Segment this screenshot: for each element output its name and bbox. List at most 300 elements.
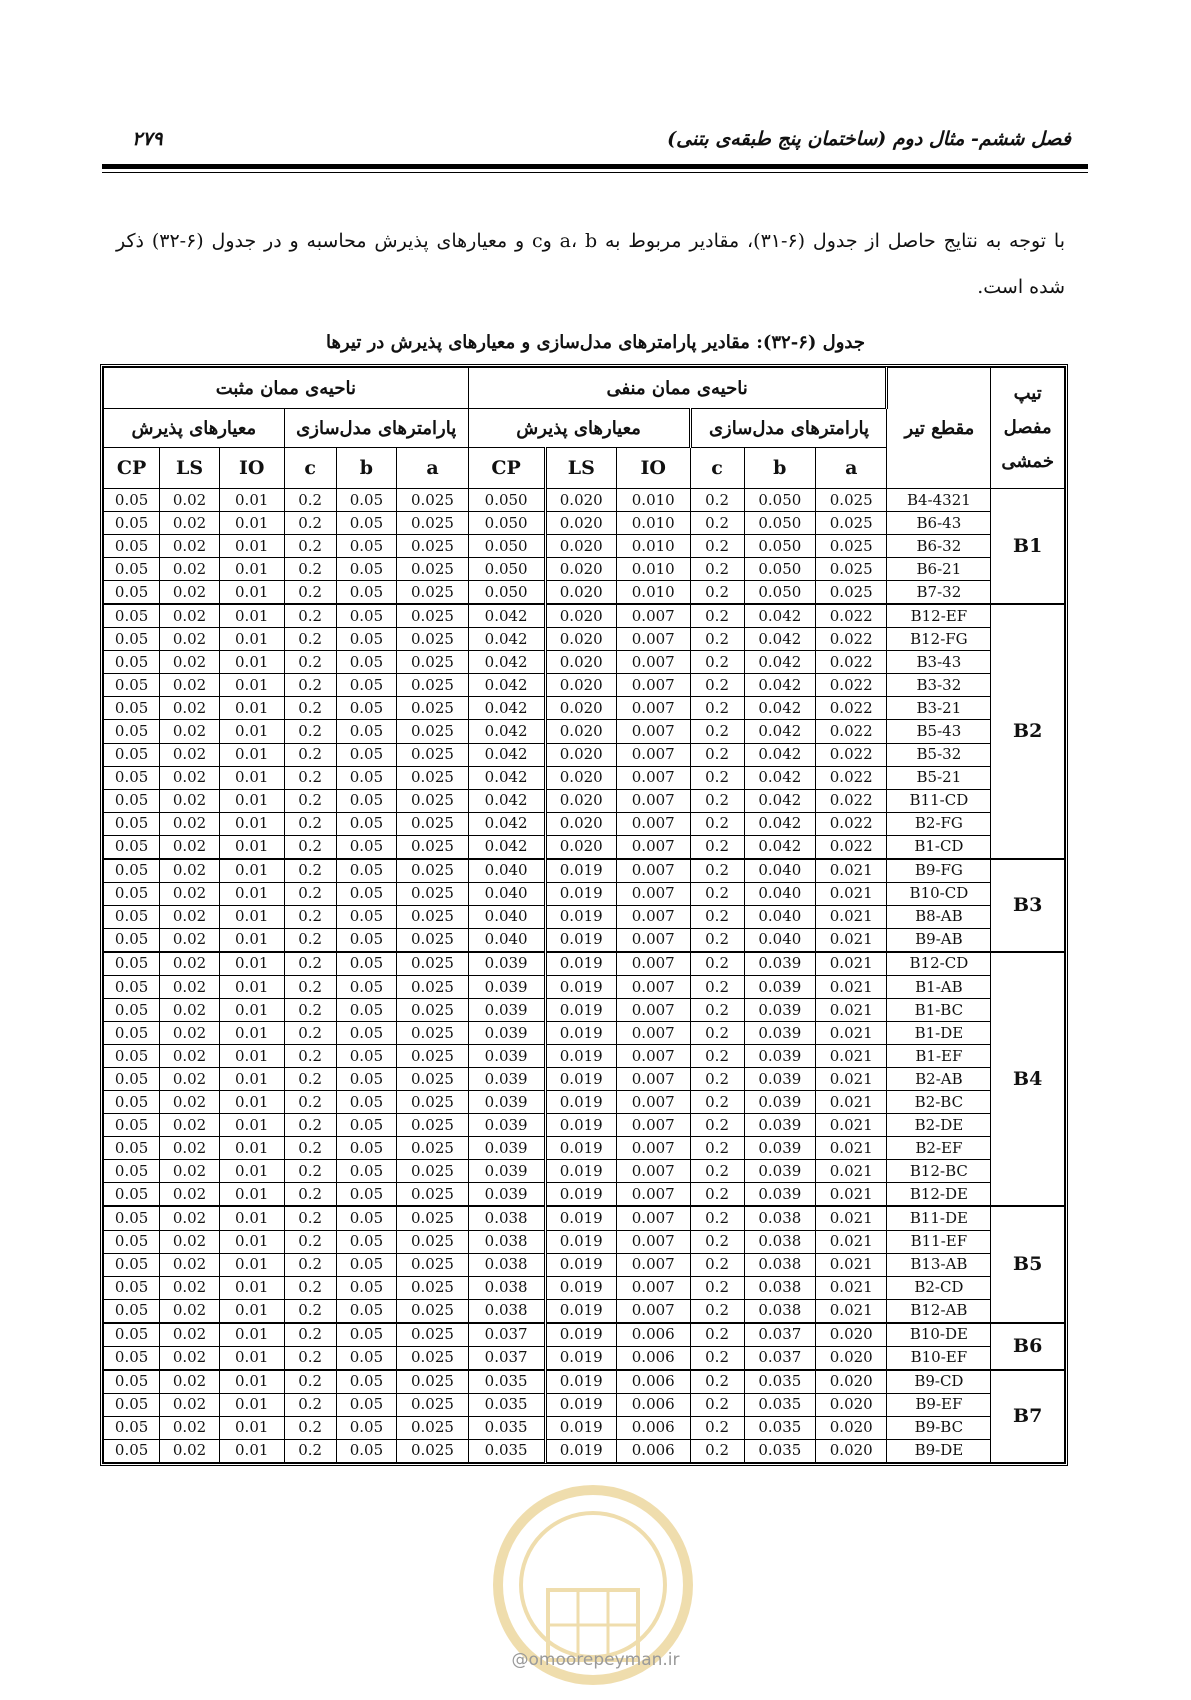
pos-cell: 0.025 [397,952,469,976]
section-cell: B2-CD [887,1276,991,1299]
neg-cell: 0.040 [468,859,545,883]
pos-cell: 0.02 [160,1393,220,1416]
pos-cell: 0.2 [284,812,336,835]
neg-cell: 0.039 [744,975,815,998]
pos-cell: 0.01 [219,1091,284,1114]
table-row [104,1045,1065,1068]
neg-cell: 0.039 [744,1068,815,1091]
table-row [104,535,1065,558]
pos-cell: 0.05 [104,720,160,743]
pos-cell: 0.02 [160,812,220,835]
neg-cell: 0.2 [690,812,744,835]
pos-cell: 0.01 [219,558,284,581]
neg-cell: 0.006 [616,1323,690,1347]
pos-cell: 0.01 [219,1137,284,1160]
body-paragraph: با توجه به نتایج حاصل از جدول (۶-۳۱)، مقادیر مربوط به a، b وc و معیارهای پذیرش محاسبه و در جدول (۶-۳۲) ذکر شده است. [116,230,1065,298]
positive-modeling-header: پارامترهای مدل‌سازی [284,409,468,448]
pos-cell: 0.02 [160,1346,220,1370]
neg-cell: 0.037 [744,1346,815,1370]
table-row [104,928,1065,952]
pos-cell: 0.02 [160,628,220,651]
pos-cell: 0.025 [397,905,469,928]
pos-cell: 0.05 [104,1346,160,1370]
neg-cell: 0.007 [616,905,690,928]
pos-cell: 0.02 [160,1276,220,1299]
pos-cell: 0.05 [104,1022,160,1045]
neg-cell: 0.020 [545,512,616,535]
neg-cell: 0.007 [616,789,690,812]
pos-cell: 0.05 [336,1276,397,1299]
header-rule [102,164,1088,169]
pos-cell: 0.01 [219,1253,284,1276]
neg-cell: 0.007 [616,812,690,835]
pos-cell: 0.01 [219,604,284,628]
pos-cell: 0.05 [336,1206,397,1230]
neg-cell: 0.025 [816,581,887,605]
neg-cell: 0.020 [545,720,616,743]
hinge-type-cell: B3 [991,859,1065,952]
neg-cell: 0.039 [744,1022,815,1045]
pos-cell: 0.2 [284,628,336,651]
pos-cell: 0.2 [284,1323,336,1347]
pos-cell: 0.05 [104,489,160,512]
neg-cell: 0.019 [545,1114,616,1137]
neg-cell: 0.037 [468,1346,545,1370]
neg-cell: 0.039 [744,1114,815,1137]
pos-cell: 0.2 [284,558,336,581]
pos-cell: 0.05 [104,905,160,928]
neg-cell: 0.2 [690,999,744,1022]
pos-cell: 0.05 [104,1160,160,1183]
neg-cell: 0.042 [468,812,545,835]
pos-cell: 0.025 [397,1068,469,1091]
pos-cell: 0.05 [336,697,397,720]
neg-cell: 0.021 [816,1022,887,1045]
neg-cell: 0.050 [744,558,815,581]
neg-cell: 0.035 [744,1393,815,1416]
pos-cell: 0.2 [284,1299,336,1323]
pos-cell: 0.025 [397,859,469,883]
neg-cell: 0.2 [690,882,744,905]
neg-cell: 0.039 [744,1137,815,1160]
pos-cell: 0.2 [284,1137,336,1160]
neg-cell: 0.2 [690,928,744,952]
pos-cell: 0.05 [336,1439,397,1462]
section-cell: B6-21 [887,558,991,581]
section-cell: B12-DE [887,1183,991,1207]
neg-cell: 0.019 [545,1068,616,1091]
section-cell: B9-FG [887,859,991,883]
pos-cell: 0.05 [336,535,397,558]
neg-cell: 0.019 [545,1230,616,1253]
neg-cell: 0.007 [616,1045,690,1068]
neg-cell: 0.022 [816,743,887,766]
neg-cell: 0.050 [468,558,545,581]
neg-cell: 0.021 [816,905,887,928]
pos-cell: 0.05 [104,1045,160,1068]
table-row [104,1346,1065,1370]
section-header: مقطع تیر [887,368,991,489]
pos-cell: 0.01 [219,789,284,812]
neg-cell: 0.007 [616,1091,690,1114]
neg-cell: 0.019 [545,1137,616,1160]
pos-cell: 0.02 [160,489,220,512]
neg-cell: 0.042 [744,812,815,835]
pos-cell: 0.02 [160,1206,220,1230]
col-io-pos: IO [219,448,284,489]
neg-cell: 0.2 [690,535,744,558]
col-io-neg: IO [616,448,690,489]
pos-cell: 0.02 [160,1068,220,1091]
pos-cell: 0.02 [160,928,220,952]
pos-cell: 0.02 [160,1370,220,1394]
pos-cell: 0.025 [397,628,469,651]
neg-cell: 0.007 [616,1299,690,1323]
pos-cell: 0.2 [284,1045,336,1068]
neg-cell: 0.2 [690,743,744,766]
pos-cell: 0.2 [284,651,336,674]
table-row [104,789,1065,812]
section-cell: B9-DE [887,1439,991,1462]
table-row [104,882,1065,905]
neg-cell: 0.022 [816,628,887,651]
neg-cell: 0.042 [468,720,545,743]
pos-cell: 0.02 [160,581,220,605]
pos-cell: 0.05 [104,1370,160,1394]
neg-cell: 0.042 [468,697,545,720]
negative-modeling-header: پارامترهای مدل‌سازی [690,409,887,448]
pos-cell: 0.2 [284,1091,336,1114]
section-cell: B10-EF [887,1346,991,1370]
section-cell: B9-AB [887,928,991,952]
pos-cell: 0.01 [219,999,284,1022]
type-header: تیپ مفصل خمشی [991,368,1065,489]
neg-cell: 0.2 [690,1230,744,1253]
pos-cell: 0.2 [284,1393,336,1416]
col-ls-neg: LS [545,448,616,489]
pos-cell: 0.025 [397,789,469,812]
neg-cell: 0.039 [468,1183,545,1207]
pos-cell: 0.025 [397,674,469,697]
section-cell: B6-32 [887,535,991,558]
table-row [104,628,1065,651]
pos-cell: 0.2 [284,952,336,976]
pos-cell: 0.2 [284,766,336,789]
neg-cell: 0.042 [744,628,815,651]
neg-cell: 0.038 [468,1206,545,1230]
pos-cell: 0.02 [160,512,220,535]
neg-cell: 0.007 [616,1206,690,1230]
neg-cell: 0.2 [690,859,744,883]
pos-cell: 0.2 [284,604,336,628]
neg-cell: 0.020 [545,835,616,859]
pos-cell: 0.05 [336,812,397,835]
neg-cell: 0.020 [545,628,616,651]
neg-cell: 0.2 [690,1045,744,1068]
pos-cell: 0.02 [160,975,220,998]
neg-cell: 0.039 [468,1091,545,1114]
neg-cell: 0.021 [816,1137,887,1160]
pos-cell: 0.01 [219,628,284,651]
pos-cell: 0.05 [104,1323,160,1347]
pos-cell: 0.02 [160,1416,220,1439]
neg-cell: 0.022 [816,835,887,859]
table-row [104,1091,1065,1114]
neg-cell: 0.2 [690,766,744,789]
col-cp-pos: CP [104,448,160,489]
neg-cell: 0.039 [744,1160,815,1183]
table-row [104,512,1065,535]
section-cell: B10-CD [887,882,991,905]
neg-cell: 0.042 [744,835,815,859]
neg-cell: 0.2 [690,1299,744,1323]
section-cell: B10-DE [887,1323,991,1347]
neg-cell: 0.2 [690,835,744,859]
pos-cell: 0.025 [397,1276,469,1299]
neg-cell: 0.019 [545,1183,616,1207]
neg-cell: 0.042 [744,720,815,743]
pos-cell: 0.025 [397,651,469,674]
neg-cell: 0.019 [545,1370,616,1394]
neg-cell: 0.021 [816,952,887,976]
neg-cell: 0.021 [816,882,887,905]
pos-cell: 0.05 [104,1183,160,1207]
pos-cell: 0.025 [397,928,469,952]
neg-cell: 0.007 [616,1253,690,1276]
pos-cell: 0.01 [219,1160,284,1183]
neg-cell: 0.2 [690,1346,744,1370]
neg-cell: 0.019 [545,952,616,976]
neg-cell: 0.035 [744,1439,815,1462]
pos-cell: 0.025 [397,1230,469,1253]
neg-cell: 0.042 [468,789,545,812]
neg-cell: 0.025 [816,535,887,558]
neg-cell: 0.039 [744,1045,815,1068]
pos-cell: 0.05 [104,1253,160,1276]
pos-cell: 0.05 [336,859,397,883]
pos-cell: 0.02 [160,1114,220,1137]
table-row [104,743,1065,766]
neg-cell: 0.021 [816,928,887,952]
pos-cell: 0.025 [397,1206,469,1230]
pos-cell: 0.01 [219,1276,284,1299]
pos-cell: 0.02 [160,1299,220,1323]
neg-cell: 0.019 [545,905,616,928]
pos-cell: 0.05 [336,1045,397,1068]
pos-cell: 0.05 [336,1299,397,1323]
pos-cell: 0.02 [160,766,220,789]
pos-cell: 0.02 [160,835,220,859]
pos-cell: 0.05 [104,674,160,697]
pos-cell: 0.05 [104,789,160,812]
pos-cell: 0.01 [219,697,284,720]
neg-cell: 0.050 [744,489,815,512]
pos-cell: 0.05 [104,1114,160,1137]
neg-cell: 0.007 [616,882,690,905]
table-row [104,651,1065,674]
positive-acceptance-header: معیارهای پذیرش [104,409,285,448]
pos-cell: 0.02 [160,1045,220,1068]
neg-cell: 0.010 [616,581,690,605]
neg-cell: 0.021 [816,1253,887,1276]
pos-cell: 0.2 [284,835,336,859]
pos-cell: 0.05 [104,651,160,674]
pos-cell: 0.05 [104,952,160,976]
pos-cell: 0.05 [336,489,397,512]
neg-cell: 0.040 [744,882,815,905]
neg-cell: 0.007 [616,1022,690,1045]
neg-cell: 0.2 [690,512,744,535]
table-row [104,1183,1065,1207]
pos-cell: 0.02 [160,535,220,558]
table-body [104,489,1065,1463]
table-row [104,1393,1065,1416]
acceptance-criteria-table [100,364,1068,1466]
header-rule-thin [102,172,1088,173]
section-cell: B12-CD [887,952,991,976]
pos-cell: 0.025 [397,743,469,766]
pos-cell: 0.05 [104,975,160,998]
neg-cell: 0.2 [690,604,744,628]
col-b-neg: b [744,448,815,489]
neg-cell: 0.050 [468,512,545,535]
section-cell: B11-EF [887,1230,991,1253]
pos-cell: 0.025 [397,1114,469,1137]
pos-cell: 0.05 [104,1439,160,1462]
section-cell: B2-BC [887,1091,991,1114]
pos-cell: 0.2 [284,1183,336,1207]
watermark-site-text: omoorepeyman.ir [528,1650,680,1670]
pos-cell: 0.05 [336,720,397,743]
pos-cell: 0.2 [284,1068,336,1091]
neg-cell: 0.007 [616,999,690,1022]
pos-cell: 0.02 [160,743,220,766]
section-cell: B5-32 [887,743,991,766]
pos-cell: 0.05 [336,604,397,628]
pos-cell: 0.05 [336,928,397,952]
pos-cell: 0.05 [104,812,160,835]
pos-cell: 0.05 [104,882,160,905]
pos-cell: 0.025 [397,1160,469,1183]
neg-cell: 0.020 [545,697,616,720]
neg-cell: 0.021 [816,1045,887,1068]
neg-cell: 0.2 [690,628,744,651]
pos-cell: 0.2 [284,1206,336,1230]
neg-cell: 0.038 [468,1299,545,1323]
pos-cell: 0.025 [397,1091,469,1114]
pos-cell: 0.2 [284,1114,336,1137]
neg-cell: 0.019 [545,1022,616,1045]
pos-cell: 0.01 [219,1230,284,1253]
pos-cell: 0.025 [397,1416,469,1439]
neg-cell: 0.021 [816,1299,887,1323]
section-cell: B13-AB [887,1253,991,1276]
section-cell: B12-EF [887,604,991,628]
pos-cell: 0.01 [219,535,284,558]
neg-cell: 0.042 [468,651,545,674]
pos-cell: 0.05 [336,743,397,766]
pos-cell: 0.02 [160,905,220,928]
neg-cell: 0.007 [616,1183,690,1207]
col-a-pos: a [397,448,469,489]
pos-cell: 0.025 [397,1022,469,1045]
neg-cell: 0.2 [690,952,744,976]
pos-cell: 0.025 [397,1370,469,1394]
neg-cell: 0.022 [816,789,887,812]
pos-cell: 0.05 [104,512,160,535]
pos-cell: 0.025 [397,999,469,1022]
neg-cell: 0.019 [545,1091,616,1114]
neg-cell: 0.039 [468,999,545,1022]
neg-cell: 0.020 [545,812,616,835]
neg-cell: 0.039 [468,1160,545,1183]
table-row [104,489,1065,512]
col-c-neg: c [690,448,744,489]
neg-cell: 0.007 [616,975,690,998]
neg-cell: 0.035 [468,1393,545,1416]
neg-cell: 0.2 [690,1091,744,1114]
neg-cell: 0.035 [468,1439,545,1462]
pos-cell: 0.05 [336,905,397,928]
hinge-type-cell: B6 [991,1323,1065,1370]
neg-cell: 0.020 [545,766,616,789]
section-cell: B11-CD [887,789,991,812]
pos-cell: 0.025 [397,766,469,789]
table-row [104,905,1065,928]
pos-cell: 0.2 [284,882,336,905]
neg-cell: 0.039 [468,1068,545,1091]
neg-cell: 0.021 [816,1160,887,1183]
pos-cell: 0.2 [284,1230,336,1253]
neg-cell: 0.039 [468,1114,545,1137]
table-row [104,1276,1065,1299]
neg-cell: 0.038 [744,1299,815,1323]
neg-cell: 0.2 [690,1206,744,1230]
pos-cell: 0.05 [336,628,397,651]
section-cell: B5-43 [887,720,991,743]
pos-cell: 0.01 [219,766,284,789]
pos-cell: 0.05 [336,1137,397,1160]
neg-cell: 0.007 [616,1068,690,1091]
neg-cell: 0.007 [616,928,690,952]
pos-cell: 0.05 [336,975,397,998]
neg-cell: 0.2 [690,1068,744,1091]
neg-cell: 0.020 [816,1323,887,1347]
pos-cell: 0.025 [397,1323,469,1347]
neg-cell: 0.035 [468,1370,545,1394]
neg-cell: 0.040 [468,882,545,905]
pos-cell: 0.2 [284,859,336,883]
neg-cell: 0.020 [545,489,616,512]
pos-cell: 0.05 [104,535,160,558]
neg-cell: 0.010 [616,489,690,512]
section-cell: B2-FG [887,812,991,835]
chapter-title: فصل ششم- مثال دوم (ساختمان پنج طبقه‌ی بتنی) [667,128,1071,150]
pos-cell: 0.025 [397,535,469,558]
neg-cell: 0.021 [816,1206,887,1230]
pos-cell: 0.025 [397,489,469,512]
neg-cell: 0.039 [468,1045,545,1068]
pos-cell: 0.02 [160,1091,220,1114]
section-cell: B1-AB [887,975,991,998]
neg-cell: 0.038 [744,1230,815,1253]
neg-cell: 0.050 [468,535,545,558]
neg-cell: 0.025 [816,489,887,512]
neg-cell: 0.037 [744,1323,815,1347]
pos-cell: 0.01 [219,1346,284,1370]
pos-cell: 0.05 [336,882,397,905]
section-cell: B12-AB [887,1299,991,1323]
